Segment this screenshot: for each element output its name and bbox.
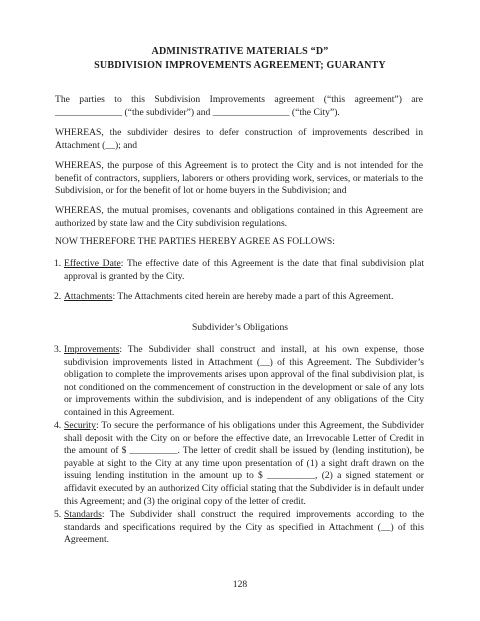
- item-heading: Attachments: [64, 291, 113, 302]
- item-heading: Effective Date: [64, 258, 121, 269]
- section-item-3: [54, 344, 424, 420]
- whereas-paragraph-2: WHEREAS, the purpose of this Agreement is to protect the City and is not intended for the benefit of contractors, suppliers, laborers or others providing work, services, or materials to the Subdivision, or for the benefit of lot or home buyers in the Subdivision; and: [55, 160, 423, 197]
- section-heading: Subdivider’s Obligations: [191, 322, 289, 333]
- item-text: : To secure the performance of his obligations under this Agreement, the Subdivider shall deposit with the City on or before the effective date, an Irrevocable Letter of Credit in the amount of $ __________. The letter of credit shall be issued by (lending institution), be payable at sight to the City at any time upon presentation of (1) a sight draft drawn on the issuing lending institution in the amount up to $ __________, (2) a signed statement or affidavit executed by an authorized City official stating that the Subdivider is in default under this Agreement; and (3) the original copy of the letter of credit.: [64, 420, 424, 507]
- section-item-4: [54, 420, 424, 508]
- item-heading: Standards: [64, 509, 102, 520]
- item-number: 4.: [54, 420, 62, 431]
- whereas-paragraph-1: WHEREAS, the subdivider desires to defer construction of improvements described in Attachment (__); and: [55, 127, 423, 151]
- item-text: : The Subdivider shall construct the required improvements according to the standards and specifications required by the City as specified in Attachment (__) of this Agreement.: [64, 509, 424, 546]
- now-therefore-paragraph: NOW THEREFORE THE PARTIES HEREBY AGREE AS FOLLOWS:: [55, 236, 335, 247]
- item-number: 1.: [54, 258, 62, 269]
- item-text: : The Subdivider shall construct and install, at his own expense, those subdivision improvements listed in Attachment (__) of this Agreement. The Subdivider’s obligation to complete the improvements arises upon approval of the final subdivision plat, is not conditioned on the commencement of construction in the development or sale of any lots or improvements within the subdivision, and is independent of any obligations of the City contained in this Agreement.: [64, 344, 424, 418]
- item-heading: Security: [64, 420, 96, 431]
- item-text: : The Attachments cited herein are hereby made a part of this Agreement.: [112, 291, 394, 302]
- item-number: 3.: [54, 344, 62, 355]
- item-number: 2.: [54, 291, 62, 302]
- item-heading: Improvements: [64, 344, 120, 355]
- section-item-2: [54, 291, 424, 304]
- item-text: : The effective date of this Agreement is the date that final subdivision plat approval is granted by the City.: [64, 258, 424, 282]
- section-item-1: [54, 258, 424, 283]
- whereas-paragraph-3: WHEREAS, the mutual promises, covenants and obligations contained in this Agreement are authorized by state law and the City subdivision regulations.: [55, 205, 423, 229]
- item-number: 5.: [54, 509, 62, 520]
- parties-paragraph: The parties to this Subdivision Improvements agreement (“this agreement”) are ______________ (“the subdivider”) and ________________ (“the City”).: [55, 94, 423, 118]
- document-title-line1: ADMINISTRATIVE MATERIALS “D”: [151, 46, 329, 57]
- section-item-5: [54, 509, 424, 547]
- document-title-line2: SUBDIVISION IMPROVEMENTS AGREEMENT; GUARANTY: [94, 60, 386, 71]
- page-number: 128: [232, 579, 248, 590]
